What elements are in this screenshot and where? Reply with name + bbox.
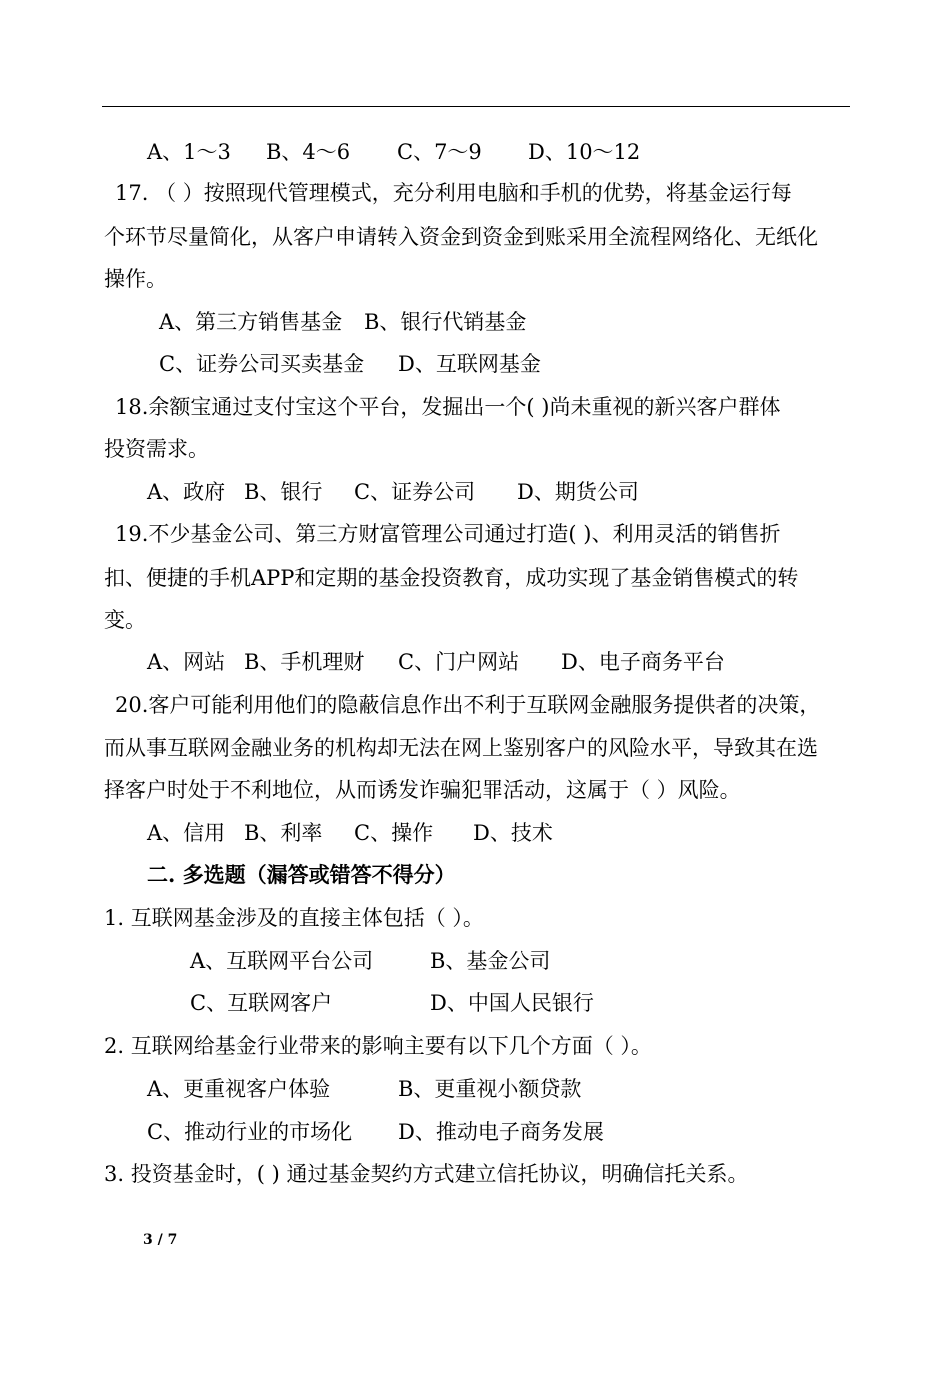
m2-option-d: D、推动电子商务发展 (398, 1120, 604, 1144)
page-number: 3 / 7 (143, 1232, 178, 1248)
q17-line-2: 个环节尽量简化，从客户申请转入资金到资金到账采用全流程网络化、无纸化 (104, 225, 818, 249)
q20-option-d: D、技术 (473, 821, 553, 845)
m3-line: 3. 投资基金时，( ) 通过基金契约方式建立信托协议，明确信托关系。 (104, 1162, 749, 1186)
q17-option-a: A、第三方销售基金 (159, 310, 343, 334)
m1-option-b: B、基金公司 (430, 949, 551, 973)
m2-option-a: A、更重视客户体验 (147, 1077, 331, 1101)
m1-line: 1. 互联网基金涉及的直接主体包括（ ）。 (104, 906, 484, 930)
q19-option-b: B、手机理财 (244, 650, 365, 674)
q18-option-b: B、银行 (244, 480, 323, 504)
q17-line-3: 操作。 (104, 267, 167, 291)
q20-option-a: A、信用 (147, 821, 226, 845)
q18-option-c: C、证券公司 (354, 480, 476, 504)
section-title: 二. 多选题（漏答或错答不得分） (147, 862, 456, 887)
q19-option-a: A、网站 (147, 650, 226, 674)
q17-option-c: C、证券公司买卖基金 (159, 352, 365, 376)
q20-line-1: 20.客户可能利用他们的隐蔽信息作出不利于互联网金融服务提供者的决策， (115, 693, 821, 717)
q16-option-d: D、10～12 (528, 140, 641, 164)
m2-option-c: C、推动行业的市场化 (147, 1120, 353, 1144)
q17-option-b: B、银行代销基金 (364, 310, 527, 334)
q18-option-a: A、政府 (147, 480, 226, 504)
q19-line-2: 扣、便捷的手机APP和定期的基金投资教育，成功实现了基金销售模式的转 (104, 566, 799, 590)
q20-option-c: C、操作 (354, 821, 434, 845)
q18-line-2: 投资需求。 (104, 437, 209, 461)
q20-line-3: 择客户时处于不利地位，从而诱发诈骗犯罪活动，这属于（ ）风险。 (104, 778, 741, 802)
q19-line-1: 19.不少基金公司、第三方财富管理公司通过打造( )、利用灵活的销售折 (115, 522, 781, 546)
q19-line-3: 变。 (104, 608, 146, 632)
q19-option-d: D、电子商务平台 (561, 650, 725, 674)
m2-line: 2. 互联网给基金行业带来的影响主要有以下几个方面（ ）。 (104, 1034, 652, 1058)
m2-option-b: B、更重视小额贷款 (398, 1077, 582, 1101)
q16-option-b: B、4～6 (266, 140, 351, 164)
q17-line-1: 17. （ ）按照现代管理模式，充分利用电脑和手机的优势，将基金运行每 (115, 181, 792, 205)
q18-line-1: 18.余额宝通过支付宝这个平台，发掘出一个( )尚未重视的新兴客户群体 (115, 395, 781, 419)
m1-option-d: D、中国人民银行 (430, 991, 594, 1015)
q19-option-c: C、门户网站 (398, 650, 520, 674)
q20-option-b: B、利率 (244, 821, 323, 845)
q16-option-c: C、7～9 (397, 140, 482, 164)
header-rule (102, 106, 850, 107)
q17-option-d: D、互联网基金 (398, 352, 541, 376)
m1-option-a: A、互联网平台公司 (190, 949, 374, 973)
m1-option-c: C、互联网客户 (190, 991, 333, 1015)
q16-option-a: A、1～3 (147, 140, 231, 164)
q20-line-2: 而从事互联网金融业务的机构却无法在网上鉴别客户的风险水平，导致其在选 (104, 736, 818, 760)
q18-option-d: D、期货公司 (517, 480, 639, 504)
